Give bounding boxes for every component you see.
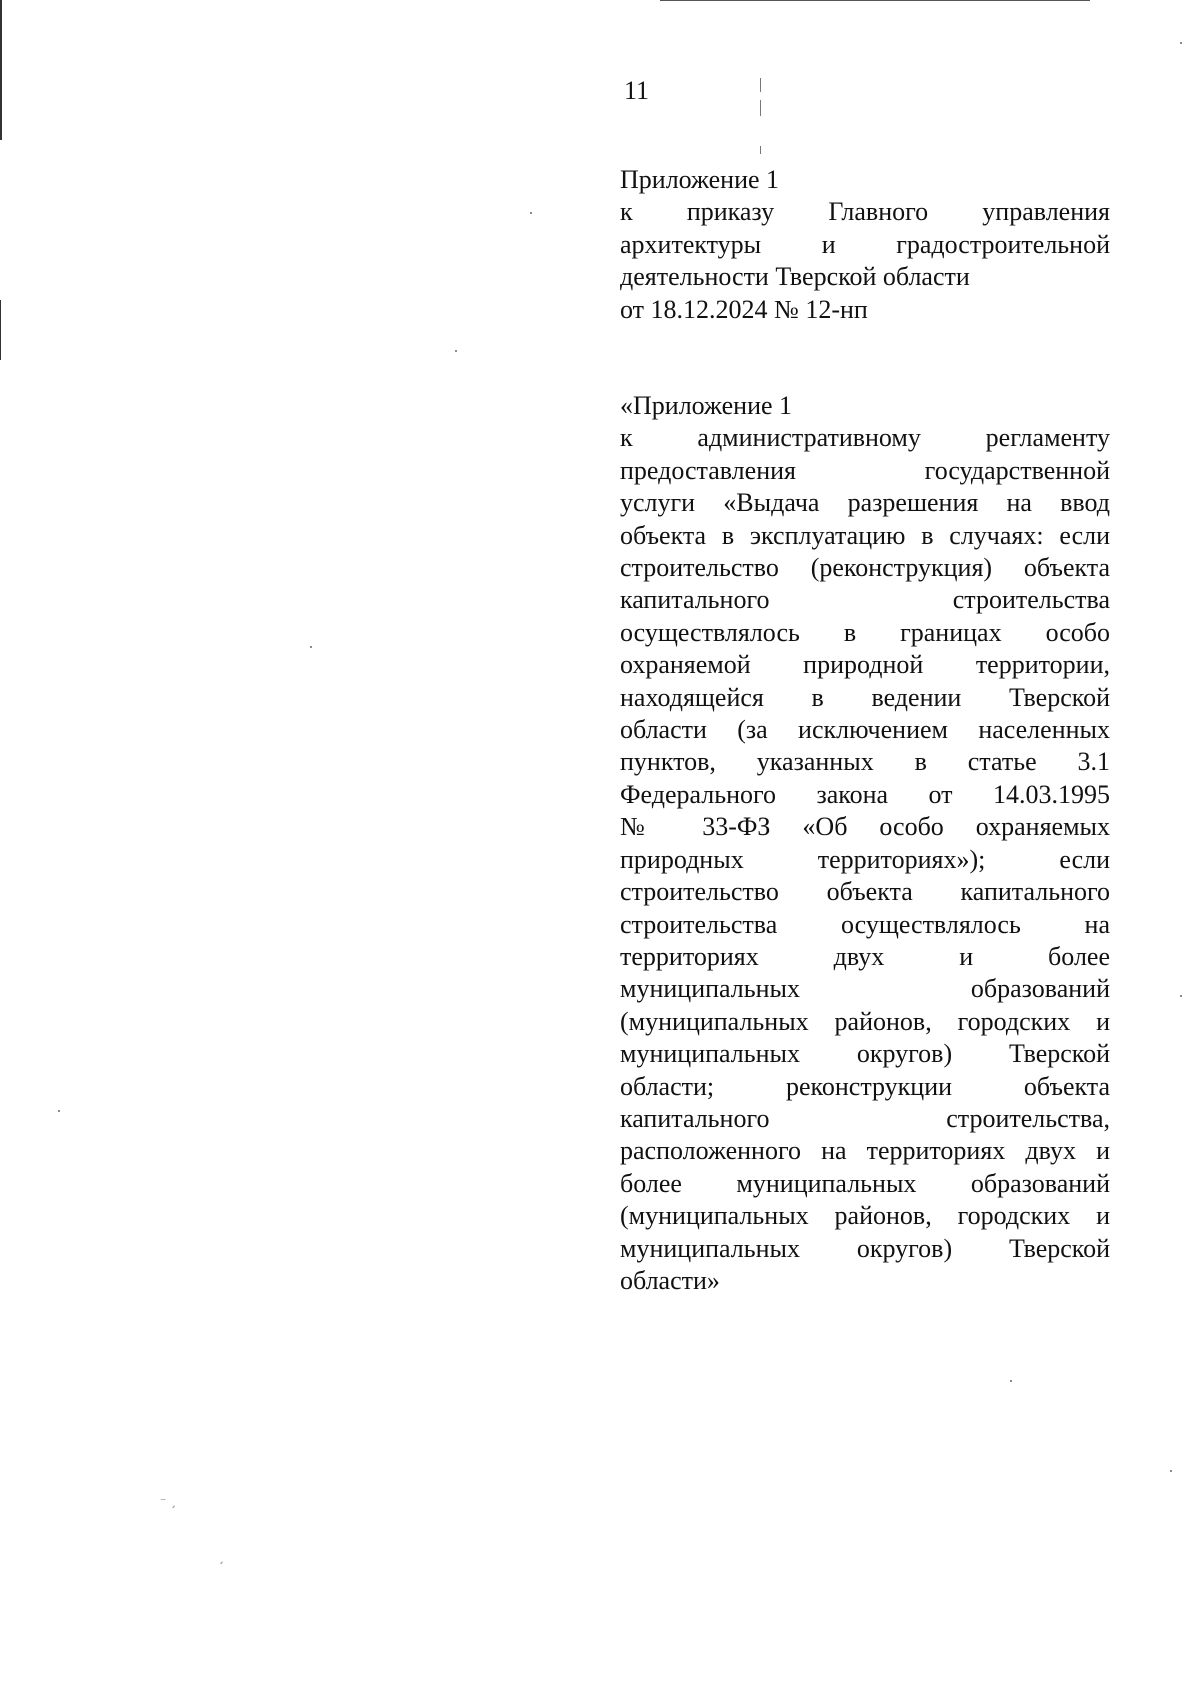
scan-speck [455, 350, 457, 352]
scan-marker-mark [760, 78, 761, 92]
scan-scribble: ⁻ ˏ [160, 1494, 177, 1508]
scan-speck [58, 1110, 60, 1112]
appendix-block-line: природных территориях»); если [620, 844, 1110, 874]
appendix-block-line: объекта в эксплуатацию в случаях: если [620, 520, 1110, 550]
scan-speck [1170, 1470, 1172, 1472]
appendix-block-line: строительство (реконструкция) объекта [620, 553, 1110, 583]
scan-speck [530, 212, 532, 214]
scan-scribble: ˏ [218, 1550, 224, 1564]
appendix-block-line: Федерального закона от 14.03.1995 [620, 779, 1110, 809]
appendix-block-line: охраняемой природной территории, [620, 650, 1110, 680]
appendix-block-line: услуги «Выдача разрешения на ввод [620, 488, 1110, 518]
appendix-block-line: «Приложение 1 [620, 391, 793, 420]
scan-speck [1010, 1380, 1012, 1382]
appendix-block-line: территориях двух и более [620, 941, 1110, 971]
appendix-block-line: № 33-ФЗ «Об особо охраняемых [620, 812, 1110, 842]
approval-block-line: архитектуры и градостроительной [620, 229, 1110, 259]
appendix-block [620, 390, 1110, 1297]
scan-speck [310, 646, 312, 648]
approval-block-line: к приказу Главного управления [620, 197, 1110, 227]
appendix-block-line: предоставления государственной [620, 455, 1110, 485]
approval-block-line: деятельности Тверской области [620, 262, 970, 292]
appendix-block-line: муниципальных округов) Тверской [620, 1039, 1110, 1069]
scan-marker-mark [760, 146, 761, 154]
appendix-block-line: (муниципальных районов, городских и [620, 1201, 1110, 1231]
appendix-block-line: области; реконструкции объекта [620, 1071, 1110, 1101]
appendix-block-line: к административному регламенту [620, 423, 1110, 453]
appendix-block-line: области» [620, 1265, 720, 1295]
appendix-block-line: муниципальных округов) Тверской [620, 1233, 1110, 1263]
scan-marker-mark [760, 100, 761, 116]
scan-speck [1180, 995, 1182, 997]
appendix-block-line: (муниципальных районов, городских и [620, 1006, 1110, 1036]
appendix-block-line: осуществлялось в границах особо [620, 617, 1110, 647]
appendix-block-line: пунктов, указанных в статье 3.1 [620, 747, 1110, 777]
appendix-block-line: капитального строительства, [620, 1103, 1110, 1133]
scan-edge-mark [0, 300, 1, 360]
appendix-block-line: более муниципальных образований [620, 1168, 1110, 1198]
appendix-block-line: находящейся в ведении Тверской [620, 682, 1110, 712]
appendix-block-line: расположенного на территориях двух и [620, 1136, 1110, 1166]
appendix-block-line: области (за исключением населенных [620, 715, 1110, 745]
approval-block-line: от 18.12.2024 № 12-нп [620, 294, 868, 324]
appendix-block-line: строительство объекта капитального [620, 877, 1110, 907]
scan-speck [1180, 42, 1182, 44]
approval-block-line: Приложение 1 [620, 165, 780, 194]
scan-edge-mark [0, 0, 2, 140]
appendix-block-line: строительства осуществлялось на [620, 909, 1110, 939]
appendix-block-line: муниципальных образований [620, 974, 1110, 1004]
approval-block [620, 164, 1110, 326]
scan-top-edge [660, 0, 1090, 1]
page-number: 11 [624, 76, 650, 105]
appendix-block-line: капитального строительства [620, 585, 1110, 615]
